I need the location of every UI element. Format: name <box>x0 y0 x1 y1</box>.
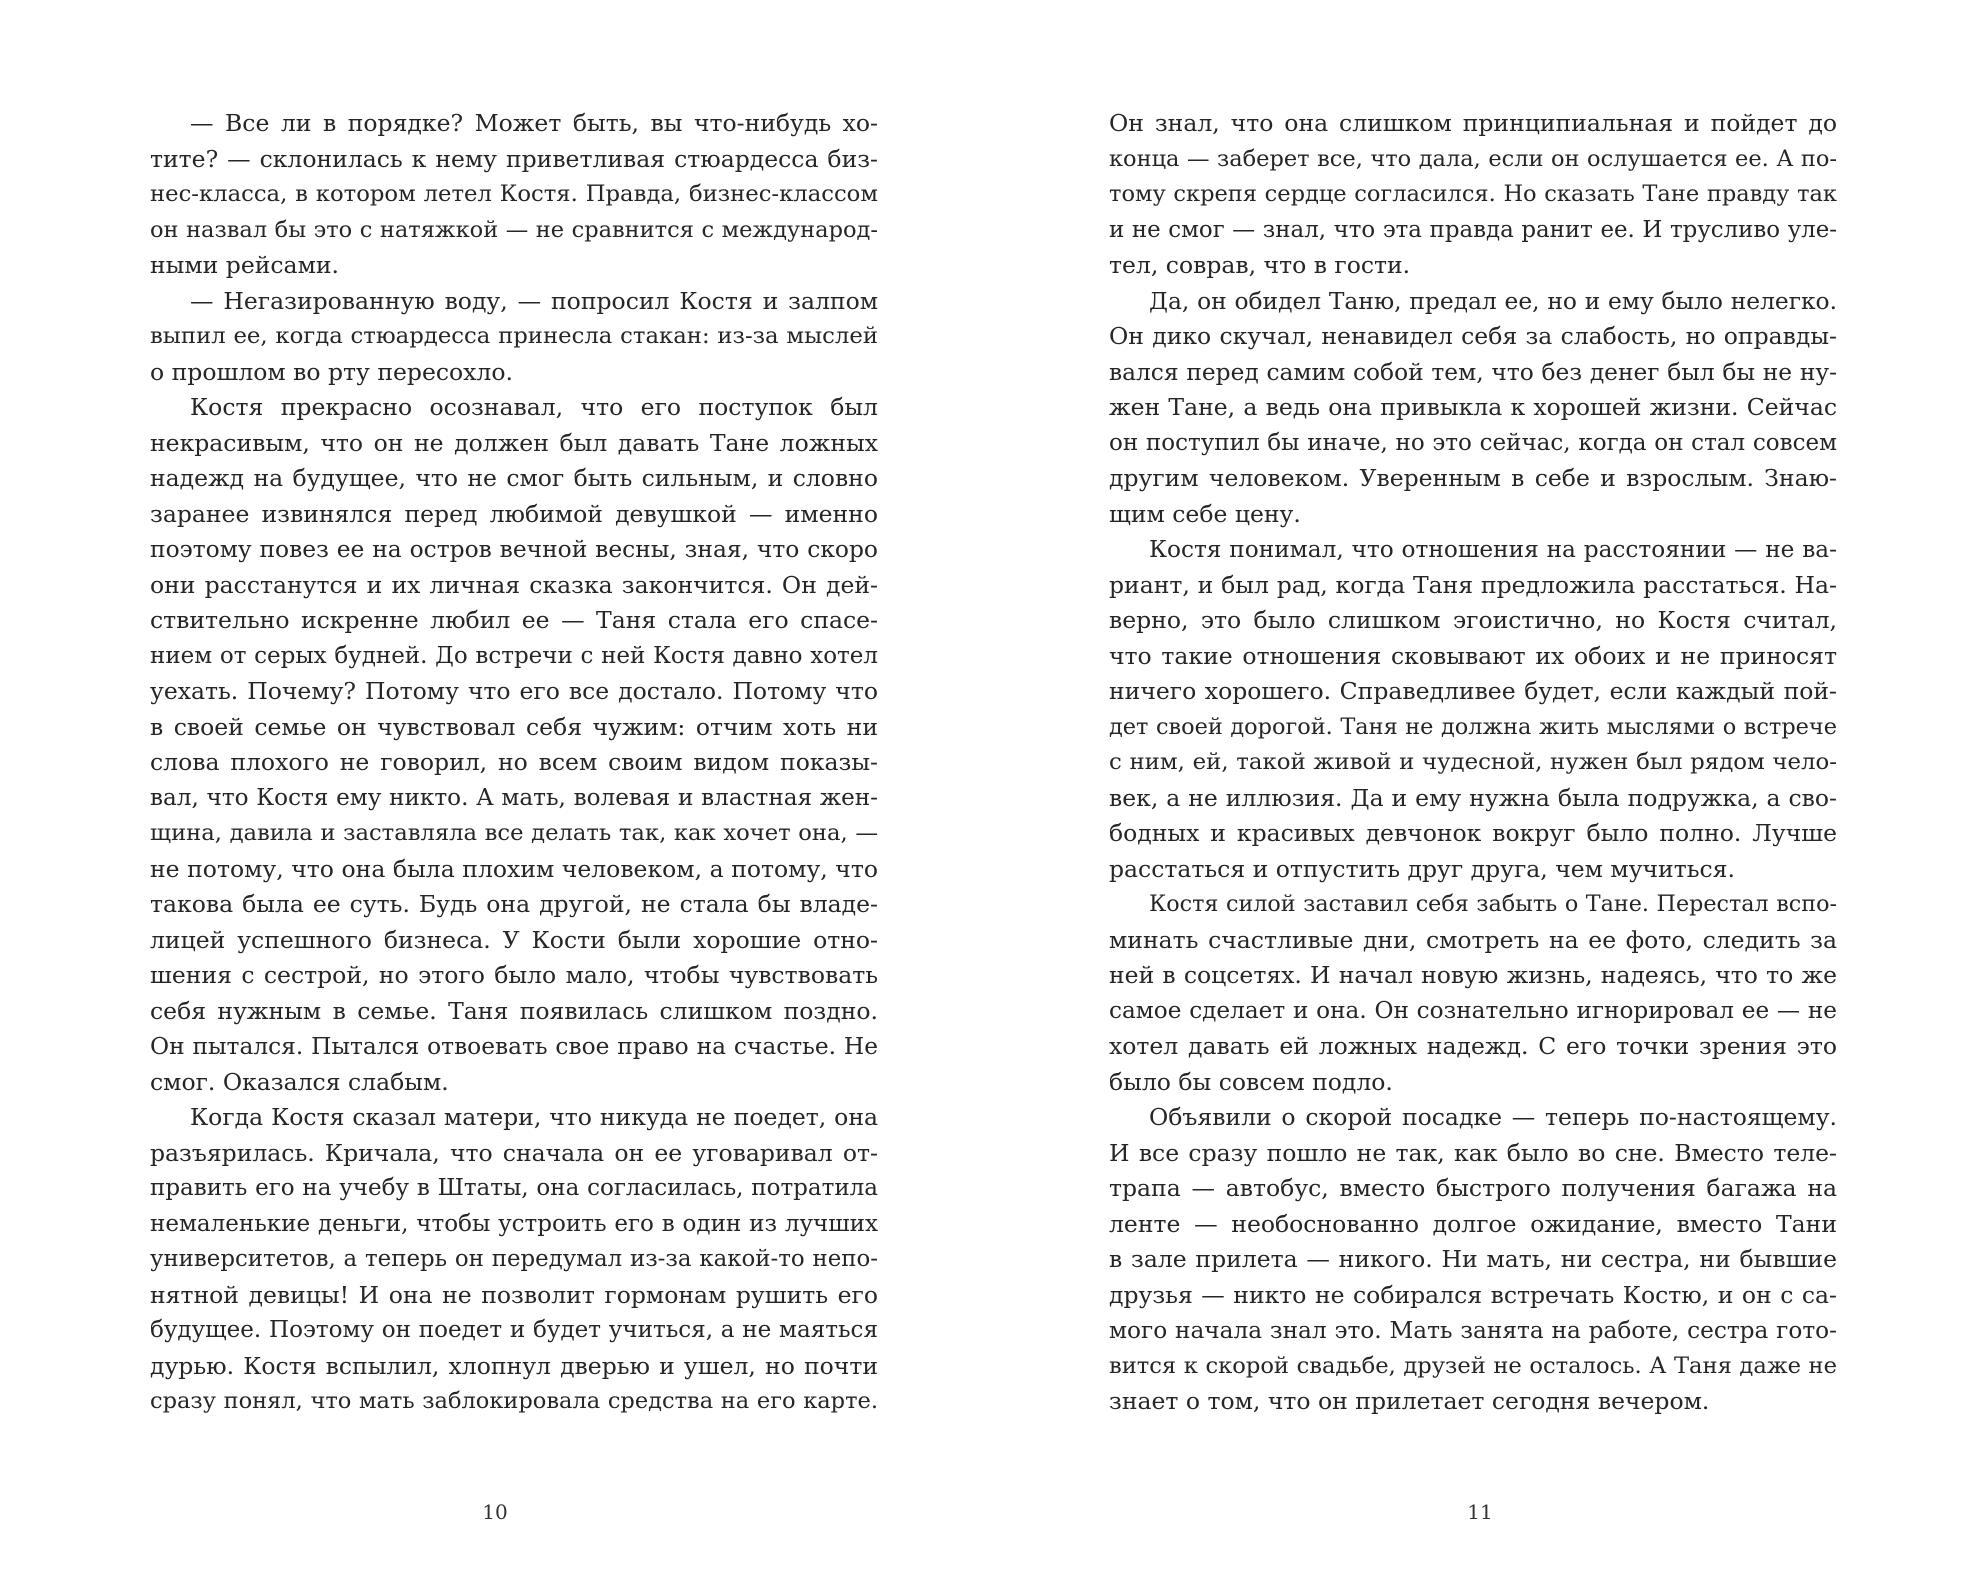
text-line: вал, что Костя ему никто. А мать, волевая и властная жен- <box>150 784 878 811</box>
text-line: что такие отношения сковывают их обоих и не приносят <box>1109 641 1837 670</box>
text-line: Костя прекрасно осознавал, что его поступок был <box>190 393 878 421</box>
text-line: хотел давать ей ложных надежд. С его точки зрения это <box>1109 1032 1837 1060</box>
text-line: друзья — никто не собирался встречать Костю, и он с са- <box>1109 1280 1837 1309</box>
text-line: слова плохого не говорил, но всем своим видом показы- <box>150 748 878 776</box>
text-line: ней в соцсетях. И начал новую жизнь, надеясь, что то же <box>1109 961 1837 989</box>
text-line: такова была ее суть. Будь она другой, не стала бы владе- <box>150 890 878 918</box>
text-line: в своей семье он чувствовал себя чужим: отчим хоть ни <box>150 712 878 741</box>
text-line: заранее извинялся перед любимой девушкой — именно <box>150 499 878 528</box>
text-line: разъярилась. Кричала, что сначала он ее уговаривал от- <box>150 1138 878 1167</box>
text-line: век, а не иллюзия. Да и ему нужна была подружка, а сво- <box>1109 783 1837 812</box>
text-line: Он дико скучал, ненавидел себя за слабость, но оправды- <box>1109 322 1837 350</box>
text-line: шения с сестрой, но этого было мало, чтобы чувствовать <box>150 961 878 989</box>
text-line: верно, это было слишком эгоистично, но Костя считал, <box>1109 606 1837 634</box>
text-line: некрасивым, что он не должен был давать Тане ложных <box>150 428 878 457</box>
text-line: Когда Костя сказал матери, что никуда не поедет, она <box>190 1103 878 1131</box>
text-line: смог. Оказался слабым. <box>150 1067 449 1096</box>
text-line: другим человеком. Уверенным в себе и взрослым. Знаю- <box>1109 464 1837 492</box>
text-line: нятной девицы! И она не позволит гормонам рушить его <box>150 1280 878 1309</box>
text-line: щина, давила и заставляла все делать так, как хочет она, — <box>150 820 878 846</box>
text-line: будущее. Поэтому он поедет и будет учиться, а не маяться <box>150 1317 878 1343</box>
text-line: Костя понимал, что отношения на расстоянии — не ва- <box>1149 536 1837 563</box>
text-line: о прошлом во рту пересохло. <box>150 357 513 386</box>
text-line: мого начала знал это. Мать занята на работе, сестра гото- <box>1109 1317 1837 1344</box>
text-line: он поступил бы иначе, но это сейчас, когда он стал совсем <box>1109 429 1837 456</box>
text-line: и не смог — знал, что эта правда ранит ее. И трусливо уле- <box>1109 216 1837 243</box>
text-line: вится к скорой свадьбе, друзей не осталось. А Таня даже не <box>1109 1352 1837 1379</box>
left-page-text <box>150 106 878 1420</box>
text-line: не потому, что она была плохим человеком, а потому, что <box>150 854 878 883</box>
text-line: жен Тане, а ведь она привыкла к хорошей жизни. Сейчас <box>1109 393 1837 421</box>
text-line: Костя силой заставил себя забыть о Тане. Перестал вспо- <box>1149 891 1837 917</box>
text-line: университетов, а теперь он передумал из-за какой-то непо- <box>150 1246 878 1272</box>
text-line: расстаться и отпустить друг друга, чем мучиться. <box>1109 854 1735 883</box>
text-line: тите? — склонилась к нему приветливая стюардесса биз- <box>150 144 878 173</box>
text-line: риант, и был рад, когда Таня предложила расстаться. На- <box>1109 570 1837 599</box>
right-page-text <box>1109 106 1837 1420</box>
text-line: вался перед самим собой тем, что без денег был бы не ну- <box>1109 358 1837 386</box>
text-line: в зале прилета — никого. Ни мать, ни сестра, ни бывшие <box>1109 1245 1837 1273</box>
text-line: ничего хорошего. Справедливее будет, если каждый пой- <box>1109 677 1837 705</box>
text-line: поэтому повез ее на остров вечной весны, зная, что скоро <box>150 535 878 563</box>
text-line: Объявили о скорой посадке — теперь по-настоящему. <box>1149 1103 1837 1131</box>
text-line: надежд на будущее, что не смог быть сильным, и словно <box>150 464 878 492</box>
text-line: лицей успешного бизнеса. У Кости были хорошие отно- <box>150 925 878 954</box>
text-line: было бы совсем подло. <box>1109 1067 1393 1096</box>
text-line: ствительно искренне любил ее — Таня стала его спасе- <box>150 606 878 634</box>
text-line: выпил ее, когда стюардесса принесла стакан: из-за мыслей <box>150 323 878 349</box>
text-line: Да, он обидел Таню, предал ее, но и ему было нелегко. <box>1149 286 1837 315</box>
text-line: ными рейсами. <box>150 251 339 279</box>
right-page-number: 11 <box>1467 1500 1493 1524</box>
text-line: конца — заберет все, что дала, если он ослушается ее. А по- <box>1109 145 1837 172</box>
text-line: дет своей дорогой. Таня не должна жить мыслями о встрече <box>1109 713 1837 740</box>
text-line: — Негазированную воду, — попросил Костя и залпом <box>190 286 878 315</box>
text-line: минать счастливые дни, смотреть на ее фото, следить за <box>1109 925 1837 954</box>
text-line: самое сделает и она. Он сознательно игнорировал ее — не <box>1109 997 1837 1024</box>
text-line: уехать. Почему? Потому что его все достало. Потому что <box>150 677 878 705</box>
text-line: тому скрепя сердце согласился. Но сказать Тане правду так <box>1109 181 1837 207</box>
text-line: трапа — автобус, вместо быстрого получения багажа на <box>1109 1174 1837 1202</box>
text-line: сразу понял, что мать заблокировала средства на его карте. <box>150 1388 878 1414</box>
text-line: щим себе цену. <box>1109 499 1301 528</box>
text-line: Он пытался. Пытался отвоевать свое право на счастье. Не <box>150 1033 878 1060</box>
text-line: немаленькие деньги, чтобы устроить его в один из лучших <box>150 1210 878 1237</box>
text-line: ленте — необоснованно долгое ожидание, вместо Тани <box>1109 1209 1837 1238</box>
text-line: бодных и красивых девчонок вокруг было полно. Лучше <box>1109 819 1837 847</box>
right-page <box>985 0 1970 1575</box>
text-line: нием от серых будней. До встречи с ней Костя давно хотел <box>150 642 878 669</box>
text-line: править его на учебу в Штаты, она согласилась, потратила <box>150 1175 878 1201</box>
text-line: нес-класса, в котором летел Костя. Правда, бизнес-классом <box>150 181 878 207</box>
text-line: тел, соврав, что в гости. <box>1109 251 1411 279</box>
text-line: они расстанутся и их личная сказка закончится. Он дей- <box>150 570 878 599</box>
text-line: с ним, ей, такой живой и чудесной, нужен был рядом чело- <box>1109 749 1837 775</box>
text-line: знает о том, что он прилетает сегодня вечером. <box>1109 1387 1710 1415</box>
text-line: он назвал бы это с натяжкой — не сравнится с международ- <box>150 216 878 243</box>
text-line: дурью. Костя вспылил, хлопнул дверью и ушел, но почти <box>150 1351 878 1380</box>
text-line: — Все ли в порядке? Может быть, вы что-нибудь хо- <box>190 109 878 137</box>
text-line: И все сразу пошло не так, как было во сне. Вместо теле- <box>1109 1138 1837 1167</box>
text-line: Он знал, что она слишком принципиальная и пойдет до <box>1109 109 1837 137</box>
left-page-number: 10 <box>482 1500 508 1524</box>
text-line: себя нужным в семье. Таня появилась слишком поздно. <box>150 996 878 1025</box>
